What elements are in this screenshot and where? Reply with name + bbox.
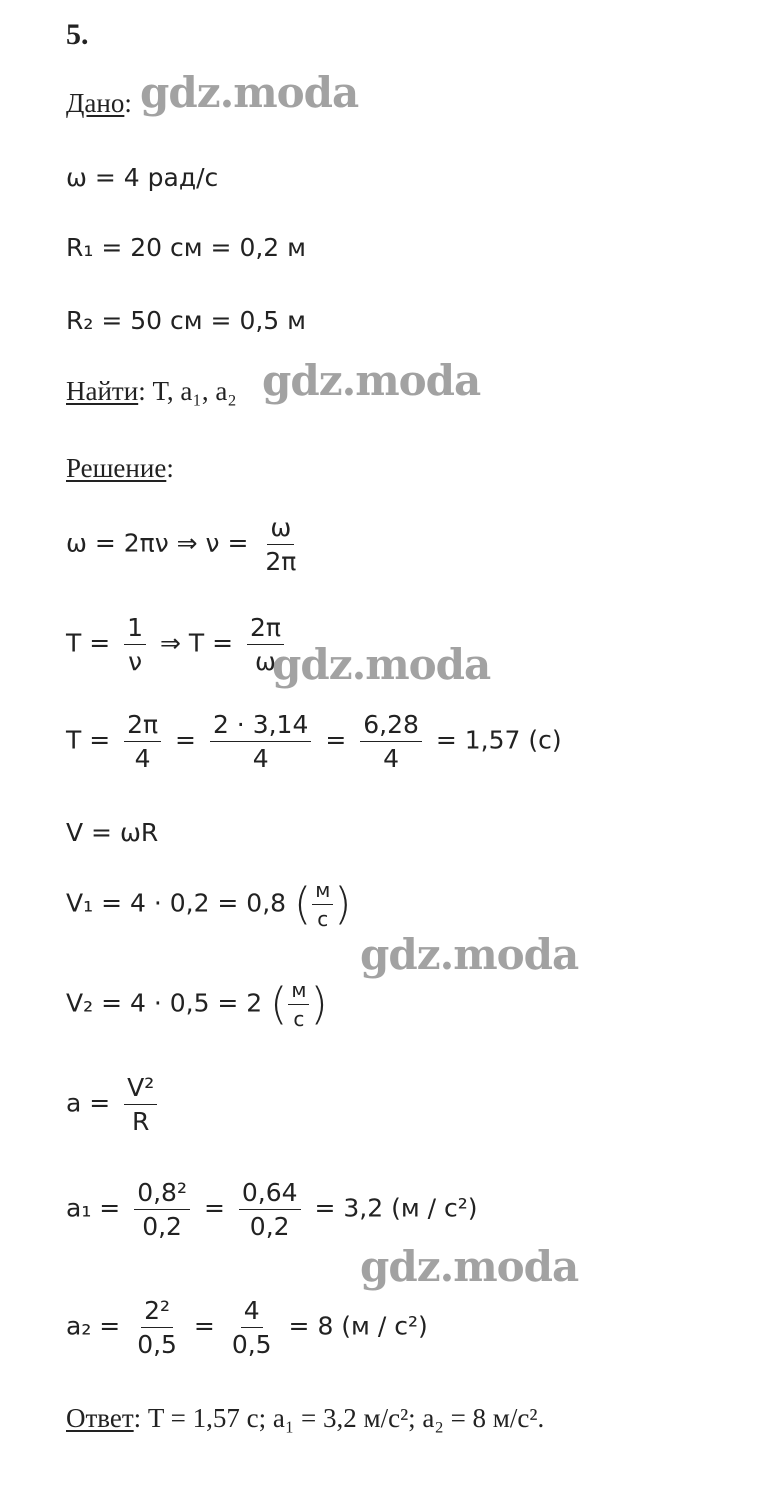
watermark: gdz.moda bbox=[262, 356, 481, 405]
nu-formula: ω = 2πν ⇒ ν = $\frac{\omega}{2\pi}$ bbox=[66, 515, 305, 574]
a1-frac-1: $\frac{\text{0,8²}}{0,2}$ bbox=[134, 1180, 190, 1239]
acceleration-fraction: $\frac{\text{V²}}{R}$ bbox=[124, 1075, 157, 1134]
solution-label: Решение bbox=[66, 453, 167, 483]
find-text: : T, a₁, a₂ bbox=[138, 376, 237, 406]
find-label: Найти bbox=[66, 376, 139, 406]
given-heading: Дано: bbox=[66, 88, 132, 118]
given-label: Дано bbox=[66, 88, 125, 118]
unit-fraction: $\frac{м}{с}$ bbox=[312, 880, 333, 929]
task-number: 5. bbox=[66, 18, 89, 51]
v1-calculation: V₁ = 4 · 0,2 = 0,8 ( $\frac{м}{с}$ ) bbox=[66, 878, 352, 931]
given-r2: R₂ = 50 см = 0,5 м bbox=[66, 306, 307, 335]
a2-frac-1: $\frac{\text{2²}}{0,5}$ bbox=[137, 1296, 177, 1359]
period-frac-2: $\frac{2\pi}{\omega}$ bbox=[247, 615, 284, 674]
answer-line bbox=[66, 1405, 544, 1432]
period-calc-frac-2: $\frac{2 \cdot 3,14}{4}$ bbox=[210, 712, 311, 771]
a2-frac-2: $\frac{4}{0,5}$ bbox=[231, 1296, 272, 1359]
period-frac-1: $\frac{1}{\nu}$ bbox=[124, 615, 146, 674]
a2-calculation: a₂ = $\frac{\text{2²}}{0,5}$ = $\frac{4}{0,5}$ = 8 (м / с²) bbox=[66, 1296, 428, 1359]
watermark: gdz.moda bbox=[360, 930, 579, 979]
period-formula: T = $\frac{1}{\nu}$ ⇒ T = $\frac{2\pi}{\omega}$ bbox=[66, 615, 290, 674]
period-calc-frac-1: $\frac{2\pi}{4}$ bbox=[124, 712, 161, 771]
answer-text: : T = 1,57 с; a₁ = 3,2 м/с²; a₂ = 8 м/с². bbox=[133, 1403, 545, 1433]
given-r1: R₁ = 20 см = 0,2 м bbox=[66, 233, 307, 262]
speed-formula: V = ωR bbox=[66, 818, 159, 847]
unit-fraction: $\frac{м}{с}$ bbox=[288, 980, 309, 1029]
a1-frac-2: $\frac{0,64}{0,2}$ bbox=[239, 1180, 301, 1239]
a1-calculation: a₁ = $\frac{\text{0,8²}}{0,2}$ = $\frac{0,64}{0,2}$ = 3,2 (м / с²) bbox=[66, 1178, 478, 1241]
answer-label: Ответ bbox=[66, 1403, 134, 1433]
acceleration-formula: a = $\frac{\text{V²}}{R}$ bbox=[66, 1075, 163, 1134]
nu-fraction: $\frac{\omega}{2\pi}$ bbox=[265, 513, 297, 576]
watermark: gdz.moda bbox=[140, 68, 359, 117]
solution-heading: Решение: bbox=[66, 453, 174, 483]
given-omega: ω = 4 рад/с bbox=[66, 163, 219, 192]
period-calculation: T = $\frac{2\pi}{4}$ = $\frac{2 \cdot 3,14}{4}$ = $\frac{6,28}{4}$ = 1,57 (с) bbox=[66, 710, 562, 773]
period-calc-frac-3: $\frac{6,28}{4}$ bbox=[360, 712, 422, 771]
find-line bbox=[66, 378, 237, 405]
watermark: gdz.moda bbox=[360, 1242, 579, 1291]
v2-calculation: V₂ = 4 · 0,5 = 2 ( $\frac{м}{с}$ ) bbox=[66, 978, 328, 1031]
watermark: gdz.moda bbox=[272, 640, 491, 689]
